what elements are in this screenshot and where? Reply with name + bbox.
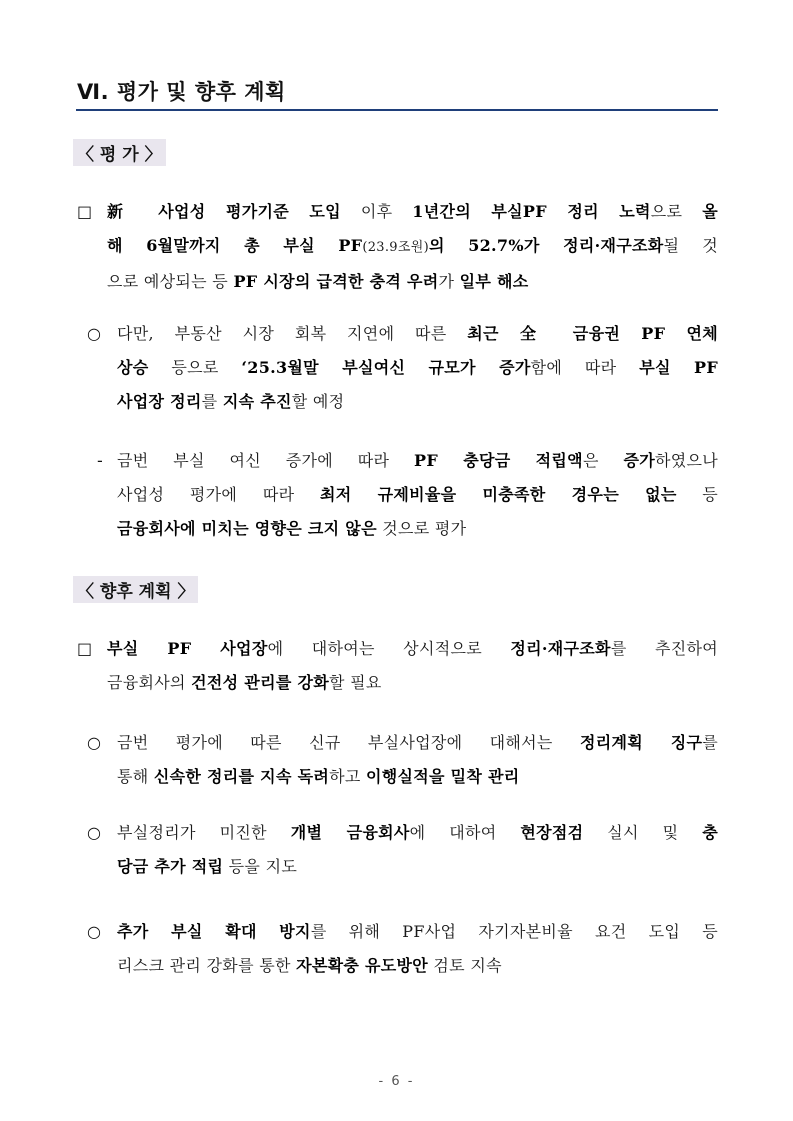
page-number: - 6 - [378, 1074, 415, 1089]
text-line: 사업장 정리를 지속 추진할 예정 [117, 392, 345, 411]
text-line: 상승 등으로 ‘25.3월말 부실여신 규모가 증가함에 따라 부실 PF [117, 358, 719, 377]
section-heading-future-plan: 〈 향후 계획 〉 [73, 576, 198, 603]
text-line: 부실 PF 사업장에 대하여는 상시적으로 정리·재구조화를 추진하여 [107, 639, 719, 658]
paragraph-provisions [117, 444, 718, 546]
paragraph-evaluation-summary [107, 195, 718, 299]
text-line: 부실정리가 미진한 개별 금융회사에 대하여 현장점검 실시 및 충 [117, 823, 718, 842]
paragraph-plan-summary [107, 632, 718, 700]
paragraph-capital [117, 915, 718, 983]
circle-bullet: ○ [87, 733, 101, 752]
square-bullet: □ [77, 202, 93, 221]
paragraph-new-sites [117, 726, 718, 794]
text-line: 추가 부실 확대 방지를 위해 PF사업 자기자본비율 요건 도입 등 [117, 922, 718, 941]
text-line: 해 6월말까지 총 부실 PF(23.9조원)의 52.7%가 정리·재구조화될 것 [107, 236, 718, 255]
page-title: Ⅵ. 평가 및 향후 계획 [77, 80, 286, 104]
text-line: 으로 예상되는 등 PF 시장의 급격한 충격 우려가 일부 해소 [107, 272, 529, 291]
text-line: 통해 신속한 정리를 지속 독려하고 이행실적을 밀착 관리 [117, 767, 520, 786]
paragraph-delinquency [117, 317, 718, 419]
circle-bullet: ○ [87, 324, 101, 343]
text-line: 新 사업성 평가기준 도입 이후 1년간의 부실PF 정리 노력으로 올 [107, 202, 718, 221]
text-line: 금융회사에 미치는 영향은 크지 않은 것으로 평가 [117, 519, 467, 538]
text-line: 사업성 평가에 따라 최저 규제비율을 미충족한 경우는 없는 등 [117, 485, 718, 504]
section-heading-evaluation: 〈 평 가 〉 [73, 139, 166, 166]
text-line: 리스크 관리 강화를 통한 자본확충 유도방안 검토 지속 [117, 956, 502, 975]
paragraph-inspection [117, 816, 718, 884]
circle-bullet: ○ [87, 922, 101, 941]
title-rule [76, 109, 718, 111]
text-line: 당금 추가 적립 등을 지도 [117, 857, 298, 876]
square-bullet: □ [77, 639, 93, 658]
text-line: 금번 평가에 따른 신규 부실사업장에 대해서는 정리계획 징구를 [117, 733, 718, 752]
text-line: 금번 부실 여신 증가에 따라 PF 충당금 적립액은 증가하였으나 [117, 451, 718, 470]
text-line: 다만, 부동산 시장 회복 지연에 따른 최근 全 금융권 PF 연체 [117, 324, 718, 343]
dash-bullet: - [97, 451, 103, 470]
text-line: 금융회사의 건전성 관리를 강화할 필요 [107, 673, 382, 692]
circle-bullet: ○ [87, 823, 101, 842]
